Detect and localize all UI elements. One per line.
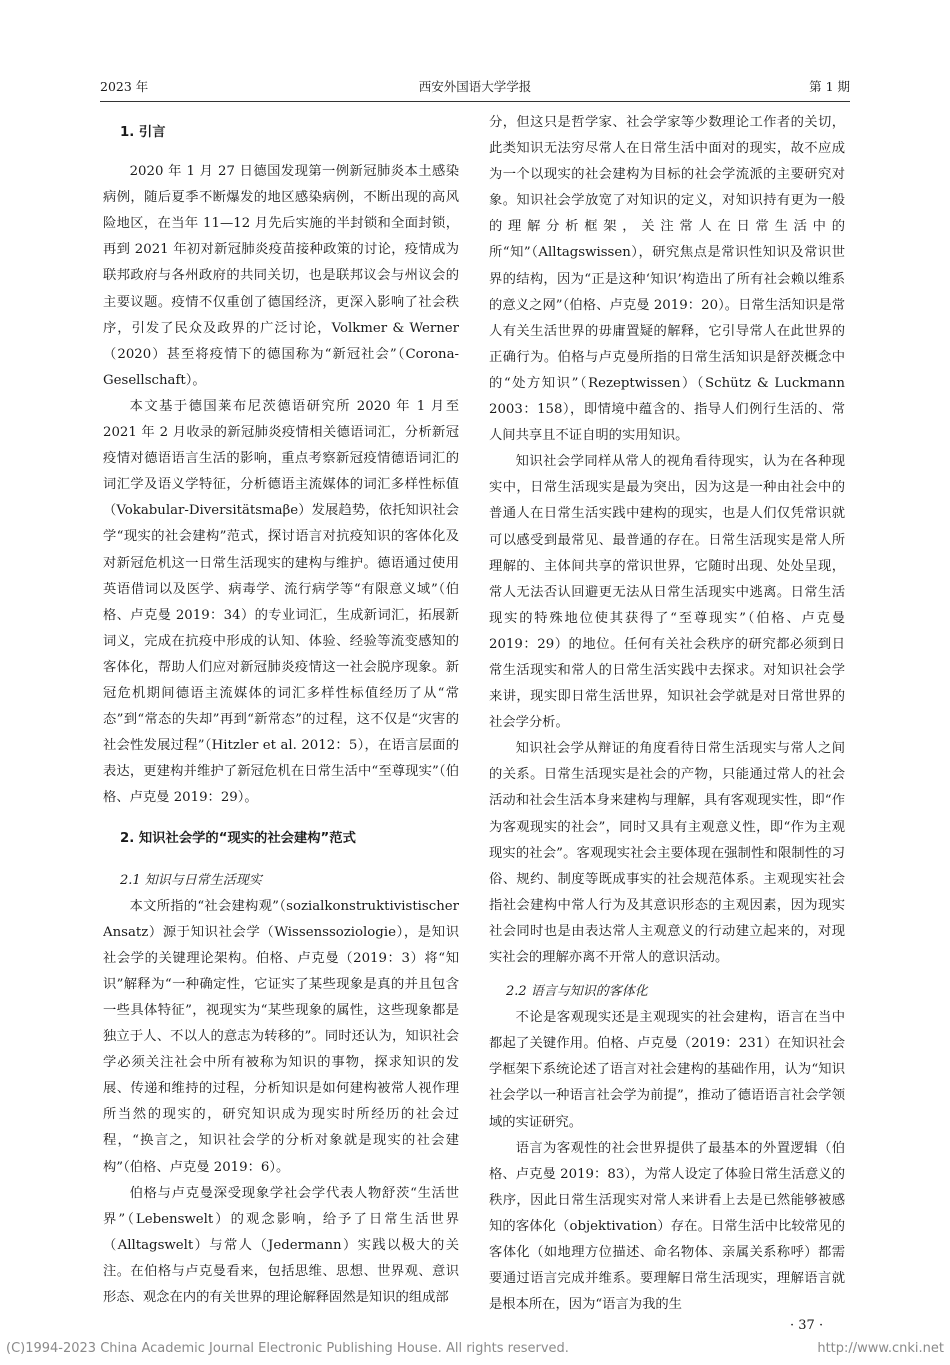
- continued-paragraph: 分，但这只是哲学家、社会学家等少数理论工作者的关切，此类知识无法穷尽常人在日常生活中面对的现实，故不应成为一个以现实的社会建构为目标的社会学流派的主要研究对象。知识社会学放宽了对知识的定义，对知识持有更为一般的理解分析框架，关注常人在日常生活中的所“知”（Alltagswissen），研究焦点是常识性知识及常识世界的结构，因为“正是这种‘知识’构造出了所有社会赖以维系的意义之网”（伯格、卢克曼 2019：20）。日常生活知识是常人有关生活世界的毋庸置疑的解释，它引导常人在此世界的正确行为。伯格与卢克曼所指的日常生活知识是舒茨概念中的“处方知识”（Rezeptwissen）（Schütz & Luckmann 2003：158），即情境中蕴含的、指导人们例行生活的、常人间共享且不证自明的实用知识。: [489, 115, 845, 444]
- section-1-heading: 1. 引言: [120, 125, 166, 140]
- header-year: 2023 年: [100, 79, 149, 94]
- body-paragraph-8: 语言为客观性的社会世界提供了最基本的外置逻辑（伯格、卢克曼 2019：83），为常人设定了体验日常生活意义的秩序，因此日常生活现实对常人来讲看上去是已然能够被感知的客体化（objektivation）存在。日常生活中比较常见的客体化（如地理方位描述、命名物体、亲属关系称呼）都需要通过语言完成并维系。要理解日常生活现实，理解语言就是根本所在，因为“语言为我的生: [489, 1140, 845, 1313]
- intro-paragraph-2: 本文基于德国莱布尼茨德语研究所 2020 年 1 月至 2021 年 2 月收录的新冠肺炎疫情相关德语词汇，分析新冠疫情对德语语言生活的影响，重点考察新冠疫情德语词汇的词汇学及语义学特征，分析德语主流媒体的词汇多样性标值（Vokabular-Diversitätsmaβe）发展趋势，依托知识社会学“现实的社会建构”范式，探讨语言对抗疫知识的客体化及对新冠危机这一日常生活现实的建构与维护。德语通过使用英语借词以及医学、病毒学、流行病学等“有限意义域”（伯格、卢克曼 2019：34）的专业词汇，生成新词汇，拓展新词义，完成在抗疫中形成的认知、体验、经验等流变感知的客体化，帮助人们应对新冠肺炎疫情这一社会脱序现象。新冠危机期间德语主流媒体的词汇多样性标值经历了从“常态”到“常态的失却”再到“新常态”的过程，这不仅是“灾害的社会性发展过程”（Hitzler et al. 2012：5），在语言层面的表达，更建构并维护了新冠危机在日常生活中“至尊现实”（伯格、卢克曼 2019：29）。: [103, 398, 459, 806]
- subsection-2-2-heading: 2.2 语言与知识的客体化: [506, 984, 648, 1000]
- footer-website-link[interactable]: http://www.cnki.net: [817, 1341, 944, 1356]
- page-number: · 37 ·: [790, 1318, 824, 1333]
- subsection-2-1-heading: 2.1 知识与日常生活现实: [120, 872, 262, 888]
- body-paragraph-5: 知识社会学同样从常人的视角看待现实，认为在各种现实中，日常生活现实是最为突出，因为这是一种由社会中的普通人在日常生活实践中建构的现实，也是人们仅凭常识就可以感受到最常见、最普通的存在。日常生活现实是常人所理解的、主体间共享的常识世界，它随时出现、处处呈现，常人无法否认回避更无法从日常生活现实中逃离。日常生活现实的特殊地位使其获得了“至尊现实”（伯格、卢克曼 2019：29）的地位。任何有关社会秩序的研究都必须到日常生活现实和常人的日常生活实践中去探求。对知识社会学来讲，现实即日常生活世界，知识社会学就是对日常世界的社会学分析。: [489, 454, 845, 731]
- footer-copyright: (C)1994-2023 China Academic Journal Electronic Publishing House. All rights reserved.: [6, 1341, 569, 1356]
- body-paragraph-4: 伯格与卢克曼深受现象学社会学代表人物舒茨“生活世界”（Lebenswelt）的观念影响，给予了日常生活世界（Alltagswelt）与常人（Jedermann）实践以极大的关注。在伯格与卢克曼看来，包括思维、思想、世界观、意识形态、观念在内的有关世界的理论解释固然是知识的组成部: [103, 1185, 459, 1306]
- footer: [6, 1337, 944, 1361]
- header-journal-title: 西安外国语大学学报: [418, 79, 532, 94]
- body-paragraph-7: 不论是客观现实还是主观现实的社会建构，语言在当中都起了关键作用。伯格、卢克曼（2019：231）在知识社会学框架下系统论述了语言对社会建构的基础作用，认为“知识社会学以一种语言社会学为前提”，推动了德语语言社会学领域的实证研究。: [489, 1010, 845, 1130]
- right-column: [489, 110, 845, 1315]
- left-column: [103, 110, 459, 1315]
- header-divider: [100, 101, 850, 102]
- intro-paragraph-1: 2020 年 1 月 27 日德国发现第一例新冠肺炎本土感染病例，随后夏季不断爆发的地区感染病例，不断出现的高风险地区，在当年 11—12 月先后实施的半封锁和全面封锁，再到 2021 年初对新冠肺炎疫苗接种政策的讨论，疫情成为联邦政府与各州政府的共同关切，也是联邦议会与州议会的主要议题。疫情不仅重创了德国经济，更深入影响了社会秩序，引发了民众及政界的广泛讨论，Volkmer & Werner（2020）甚至将疫情下的德国称为“新冠社会”（Corona-Gesellschaft）。: [103, 164, 459, 388]
- section-2-heading: 2. 知识社会学的“现实的社会建构”范式: [120, 831, 356, 847]
- body-paragraph-3: 本文所指的“社会建构观”（sozialkonstruktivistischer Ansatz）源于知识社会学（Wissenssoziologie），是知识社会学的关键理论架构。伯格、卢克曼（2019：3）将“知识”解释为“一种确定性，它证实了某些现象是真的并且包含一些具体特征”，视现实为“某些现象的属性，这些现象都是独立于人、不以人的意志为转移的”。同时还认为，知识社会学必须关注社会中所有被称为知识的事物，探求知识的发展、传递和维持的过程，分析知识是如何建构被常人视作理所当然的现实的，研究知识成为现实时所经历的社会过程，“换言之，知识社会学的分析对象就是现实的社会建构”（伯格、卢克曼 2019：6）。: [103, 898, 459, 1175]
- running-header: [100, 76, 850, 98]
- header-issue: 第 1 期: [809, 79, 850, 94]
- body-paragraph-6: 知识社会学从辩证的角度看待日常生活现实与常人之间的关系。日常生活现实是社会的产物，只能通过常人的社会活动和社会生活本身来建构与理解，具有客观现实性，即“作为客观现实的社会”，同时又具有主观意义性，即“作为主观现实的社会”。客观现实社会主要体现在强制性和限制性的习俗、规约、制度等既成事实的社会规范体系。主观现实社会指社会建构中常人行为及其意识形态的主观因素，因为现实社会同时也是由表达常人主观意义的行动建立起来的，对现实社会的理解亦离不开常人的意识活动。: [489, 741, 845, 965]
